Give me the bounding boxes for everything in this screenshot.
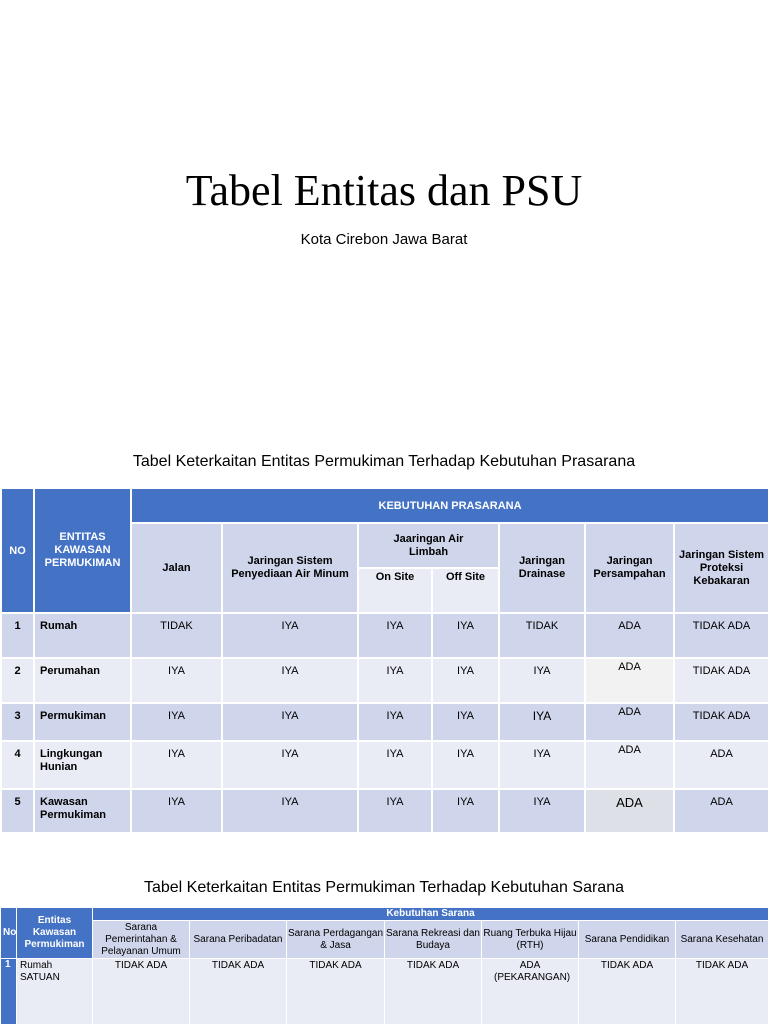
- cell-drainase: IYA: [499, 703, 585, 741]
- cell-air-minum: IYA: [222, 741, 358, 789]
- header-pemerintahan: Sarana Pemerintahan & Pelayanan Umum: [93, 921, 190, 959]
- cell-no: 4: [1, 741, 34, 789]
- header-entity: ENTITAS KAWASAN PERMUKIMAN: [34, 488, 131, 613]
- cell-no: 3: [1, 703, 34, 741]
- page-title: Tabel Entitas dan PSU: [0, 163, 768, 219]
- cell-entity: Permukiman: [34, 703, 131, 741]
- header-persampahan: Jaringan Persampahan: [585, 523, 674, 613]
- cell-kebakaran: TIDAK ADA: [674, 703, 768, 741]
- table-row: [1, 613, 768, 658]
- header-air-minum: Jaringan Sistem Penyediaan Air Minum: [222, 523, 358, 613]
- cell-entity: Lingkungan Hunian: [34, 741, 131, 789]
- header-kebutuhan-prasarana: KEBUTUHAN PRASARANA: [131, 488, 768, 523]
- header-peribadatan: Sarana Peribadatan: [190, 921, 287, 959]
- cell-off-site: IYA: [432, 789, 499, 833]
- cell-persampahan: ADA: [585, 658, 674, 703]
- cell-off-site: IYA: [432, 658, 499, 703]
- cell-persampahan: ADA: [585, 741, 674, 789]
- header-rth: Ruang Terbuka Hijau (RTH): [482, 921, 579, 959]
- header-kebakaran: Jaringan Sistem Proteksi Kebakaran: [674, 523, 768, 613]
- table1-caption: Tabel Keterkaitan Entitas Permukiman Terhadap Kebutuhan Prasarana: [0, 451, 768, 473]
- header-on-site: On Site: [358, 568, 432, 613]
- cell-pemerintahan: TIDAK ADA: [93, 959, 190, 1025]
- header-off-site: Off Site: [432, 568, 499, 613]
- table2-caption: Tabel Keterkaitan Entitas Permukiman Terhadap Kebutuhan Sarana: [0, 877, 768, 899]
- cell-kebakaran: ADA: [674, 741, 768, 789]
- cell-entity: Rumah: [34, 613, 131, 658]
- cell-kesehatan: TIDAK ADA: [676, 959, 768, 1025]
- header-kebutuhan-sarana: Kebutuhan Sarana: [93, 908, 768, 921]
- header-kesehatan: Sarana Kesehatan: [676, 921, 768, 959]
- prasarana-table: [0, 487, 768, 834]
- header-pendidikan: Sarana Pendidikan: [579, 921, 676, 959]
- header-no: No: [1, 908, 17, 959]
- header-drainase: Jaringan Drainase: [499, 523, 585, 613]
- header-air-limbah: Jaaringan Air Limbah: [358, 523, 499, 568]
- header-no: NO: [1, 488, 34, 613]
- table-row: [1, 703, 768, 741]
- table-row: [1, 959, 768, 1025]
- cell-off-site: IYA: [432, 613, 499, 658]
- cell-jalan: TIDAK: [131, 613, 222, 658]
- cell-no: 5: [1, 789, 34, 833]
- cell-entity: Kawasan Permukiman: [34, 789, 131, 833]
- cell-perdagangan: TIDAK ADA: [287, 959, 385, 1025]
- cell-entity: Perumahan: [34, 658, 131, 703]
- cell-drainase: IYA: [499, 658, 585, 703]
- cell-on-site: IYA: [358, 613, 432, 658]
- cell-air-minum: IYA: [222, 703, 358, 741]
- cell-pendidikan: TIDAK ADA: [579, 959, 676, 1025]
- cell-on-site: IYA: [358, 703, 432, 741]
- cell-jalan: IYA: [131, 741, 222, 789]
- header-entity: Entitas Kawasan Permukiman: [17, 908, 93, 959]
- cell-jalan: IYA: [131, 789, 222, 833]
- cell-persampahan: ADA: [585, 613, 674, 658]
- cell-rekreasi: TIDAK ADA: [385, 959, 482, 1025]
- cell-air-minum: IYA: [222, 613, 358, 658]
- page-subtitle: Kota Cirebon Jawa Barat: [0, 230, 768, 250]
- cell-air-minum: IYA: [222, 658, 358, 703]
- table-row: [1, 658, 768, 703]
- table-row: [1, 789, 768, 833]
- sarana-table: [0, 907, 768, 1025]
- cell-kebakaran: ADA: [674, 789, 768, 833]
- table-row: [1, 741, 768, 789]
- cell-no: 2: [1, 658, 34, 703]
- header-perdagangan: Sarana Perdagangan & Jasa: [287, 921, 385, 959]
- cell-air-minum: IYA: [222, 789, 358, 833]
- header-rekreasi: Sarana Rekreasi dan Budaya: [385, 921, 482, 959]
- cell-kebakaran: TIDAK ADA: [674, 613, 768, 658]
- cell-kebakaran: TIDAK ADA: [674, 658, 768, 703]
- cell-jalan: IYA: [131, 658, 222, 703]
- cell-persampahan: ADA: [585, 703, 674, 741]
- cell-drainase: TIDAK: [499, 613, 585, 658]
- header-jalan: Jalan: [131, 523, 222, 613]
- cell-off-site: IYA: [432, 741, 499, 789]
- cell-on-site: IYA: [358, 789, 432, 833]
- cell-on-site: IYA: [358, 741, 432, 789]
- cell-no: 1: [1, 959, 17, 1025]
- cell-drainase: IYA: [499, 741, 585, 789]
- cell-entity: Rumah SATUAN: [17, 959, 93, 1025]
- cell-drainase: IYA: [499, 789, 585, 833]
- cell-off-site: IYA: [432, 703, 499, 741]
- cell-jalan: IYA: [131, 703, 222, 741]
- cell-no: 1: [1, 613, 34, 658]
- cell-rth: ADA (PEKARANGAN): [482, 959, 579, 1025]
- cell-on-site: IYA: [358, 658, 432, 703]
- cell-peribadatan: TIDAK ADA: [190, 959, 287, 1025]
- cell-persampahan: ADA: [585, 789, 674, 833]
